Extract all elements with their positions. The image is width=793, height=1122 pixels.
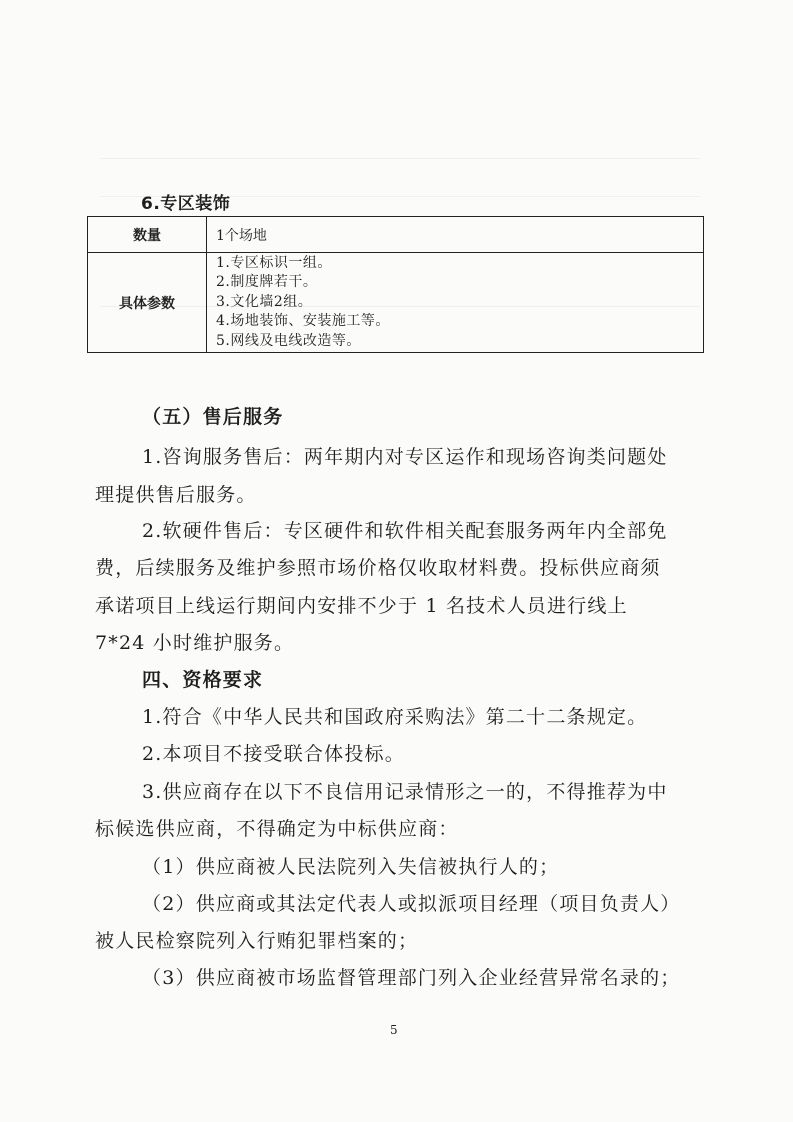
table-value-quantity: 1个场地 bbox=[207, 217, 704, 253]
table-label-params: 具体参数 bbox=[88, 253, 207, 353]
paragraph-line: 标候选供应商，不得确定为中标供应商： bbox=[95, 818, 459, 840]
param-item: 1.专区标识一组。 bbox=[216, 254, 332, 271]
after-sales-heading: （五）售后服务 bbox=[142, 406, 284, 428]
paragraph-line: 2.软硬件售后：专区硬件和软件相关配套服务两年内全部免 bbox=[142, 520, 668, 542]
table-label-quantity: 数量 bbox=[88, 217, 207, 253]
paragraph-line: （2）供应商或其法定代表人或拟派项目经理（项目负责人） bbox=[142, 893, 681, 915]
page-number: 5 bbox=[390, 1023, 398, 1037]
spec-table bbox=[87, 216, 704, 353]
paragraph-line: 3.供应商存在以下不良信用记录情形之一的，不得推荐为中 bbox=[142, 781, 668, 803]
paragraph-line: 1.符合《中华人民共和国政府采购法》第二十二条规定。 bbox=[142, 706, 648, 728]
param-item: 2.制度牌若干。 bbox=[216, 274, 318, 291]
paragraph-line: 1.咨询服务售后：两年期内对专区运作和现场咨询类问题处 bbox=[142, 446, 668, 468]
bleed-through-line bbox=[100, 158, 700, 159]
paragraph-line: 被人民检察院列入行贿犯罪档案的； bbox=[95, 930, 419, 952]
table-row bbox=[88, 253, 704, 353]
paragraph-line: 费，后续服务及维护参照市场价格仅收取材料费。投标供应商须 bbox=[95, 557, 661, 579]
section-title: 6.专区装饰 bbox=[141, 194, 231, 214]
paragraph-line: 理提供售后服务。 bbox=[95, 484, 257, 506]
paragraph-line: 2.本项目不接受联合体投标。 bbox=[142, 743, 405, 765]
paragraph-line: 承诺项目上线运行期间内安排不少于 1 名技术人员进行线上 bbox=[95, 595, 628, 617]
paragraph-line: （3）供应商被市场监督管理部门列入企业经营异常名录的； bbox=[142, 967, 681, 989]
param-item: 5.网线及电线改造等。 bbox=[216, 332, 361, 349]
param-item: 3.文化墙2组。 bbox=[216, 293, 313, 310]
table-row bbox=[88, 217, 704, 253]
qualification-heading: 四、资格要求 bbox=[142, 669, 264, 691]
table-value-params bbox=[207, 253, 704, 353]
paragraph-line: 7*24 小时维护服务。 bbox=[95, 632, 295, 654]
paragraph-line: （1）供应商被人民法院列入失信被执行人的； bbox=[142, 856, 560, 878]
param-item: 4.场地装饰、安装施工等。 bbox=[216, 313, 390, 330]
